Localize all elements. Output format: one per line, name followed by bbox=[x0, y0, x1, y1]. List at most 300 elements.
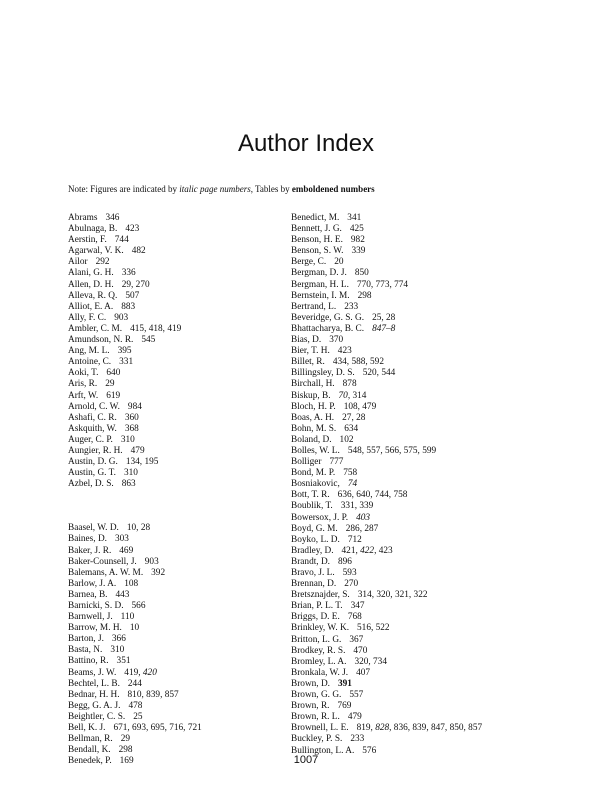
index-entry bbox=[68, 479, 278, 490]
page-refs bbox=[358, 291, 372, 301]
page-ref: 819, bbox=[356, 723, 376, 734]
index-entry bbox=[291, 379, 581, 390]
page-refs bbox=[126, 457, 159, 467]
index-entry bbox=[291, 679, 581, 690]
author-name: Balemans, A. W. M. bbox=[68, 567, 144, 578]
page-refs bbox=[106, 368, 120, 378]
page-refs bbox=[338, 679, 352, 689]
page-refs bbox=[357, 280, 408, 290]
author-name: Bosniakovic, bbox=[291, 479, 340, 490]
page-refs bbox=[348, 446, 436, 456]
index-entry bbox=[291, 368, 581, 379]
index-entry bbox=[68, 546, 278, 557]
index-entry bbox=[68, 335, 278, 346]
author-name: Britton, L. G. bbox=[291, 634, 342, 645]
page-refs bbox=[342, 546, 393, 556]
page-ref: 479 bbox=[130, 445, 145, 456]
author-name: Benson, H. E. bbox=[291, 235, 343, 246]
author-name: Amundson, N. R. bbox=[68, 335, 134, 346]
page-refs bbox=[151, 568, 165, 578]
author-name: Bullington, L. A. bbox=[291, 745, 355, 756]
page-ref: 169 bbox=[119, 756, 134, 767]
index-entry bbox=[68, 645, 278, 656]
page-ref: 903 bbox=[144, 556, 159, 567]
page-ref: 469 bbox=[119, 545, 134, 556]
index-entry bbox=[68, 424, 278, 435]
index-entry bbox=[291, 346, 581, 357]
index-entry bbox=[68, 346, 278, 357]
author-name: Berge, C. bbox=[291, 257, 327, 268]
page-refs bbox=[344, 579, 358, 589]
page-ref: 566 bbox=[131, 601, 146, 611]
author-name: Aris, R. bbox=[68, 379, 98, 390]
page-refs bbox=[350, 734, 364, 744]
page-refs bbox=[121, 435, 135, 445]
page-ref: 314, 320, 321, 322 bbox=[357, 590, 428, 601]
index-entry bbox=[68, 379, 278, 390]
author-name: Barnea, B. bbox=[68, 589, 108, 600]
page-refs bbox=[333, 357, 384, 367]
page-ref: 351 bbox=[116, 656, 131, 667]
page-ref: 108, 479 bbox=[343, 401, 377, 412]
author-name: Bretsznajder, S. bbox=[291, 590, 350, 601]
author-name: Bowersox, J. P. bbox=[291, 512, 349, 523]
index-entry bbox=[68, 257, 278, 268]
index-entry bbox=[68, 734, 278, 745]
author-name: Battino, R. bbox=[68, 656, 109, 667]
figure-page-ref: 420 bbox=[142, 667, 157, 678]
page-ref: 769 bbox=[337, 701, 352, 712]
index-entry bbox=[291, 424, 581, 435]
page-ref: 27, 28 bbox=[342, 412, 366, 423]
page-ref: 479 bbox=[347, 712, 362, 723]
page-ref: 298 bbox=[118, 745, 133, 756]
author-name: Bradley, D. bbox=[291, 545, 334, 556]
page-refs bbox=[343, 468, 357, 478]
author-name: Buckley, P. S. bbox=[291, 734, 343, 745]
page-refs bbox=[341, 501, 374, 511]
page-ref: 593 bbox=[342, 568, 357, 578]
page-refs bbox=[96, 257, 110, 267]
author-name: Basta, N. bbox=[68, 645, 103, 656]
page-refs bbox=[353, 646, 367, 656]
index-entry bbox=[68, 302, 278, 313]
page-ref: 903 bbox=[114, 312, 129, 323]
page-ref: 545 bbox=[141, 335, 156, 346]
page-refs bbox=[121, 302, 135, 312]
index-entry bbox=[291, 723, 581, 734]
page-ref: 470 bbox=[353, 645, 368, 656]
author-name: Bronkala, W. J. bbox=[291, 667, 349, 678]
page-refs bbox=[128, 701, 142, 711]
page-ref: 102 bbox=[339, 434, 354, 445]
index-entry bbox=[68, 357, 278, 368]
index-entry bbox=[68, 391, 278, 402]
index-entry bbox=[291, 479, 581, 490]
page-refs bbox=[128, 690, 179, 700]
page-ref: 482 bbox=[131, 246, 146, 257]
page-ref: 557 bbox=[349, 690, 364, 701]
page-ref: 233 bbox=[350, 734, 365, 745]
index-entry bbox=[291, 257, 581, 268]
page-refs bbox=[115, 534, 129, 544]
page-ref: 671, 693, 695, 716, 721 bbox=[113, 723, 202, 734]
index-entry bbox=[68, 656, 278, 667]
page-ref: 443 bbox=[115, 589, 130, 600]
page-refs bbox=[113, 723, 201, 733]
page-refs bbox=[130, 623, 139, 633]
author-name: Barnicki, S. D. bbox=[68, 601, 124, 611]
index-entry bbox=[291, 579, 581, 590]
index-entry bbox=[68, 213, 278, 224]
index-entry bbox=[68, 690, 278, 701]
index-entry bbox=[68, 224, 278, 235]
author-name: Ang, M. L. bbox=[68, 346, 110, 357]
author-name: Brown, R. bbox=[291, 701, 330, 712]
index-entry bbox=[291, 734, 581, 745]
page-ref: 421, bbox=[341, 545, 361, 556]
page-refs bbox=[354, 657, 387, 667]
page-refs bbox=[348, 479, 357, 489]
page-refs bbox=[119, 546, 133, 556]
page-ref: 341 bbox=[347, 213, 362, 223]
page-ref: 768 bbox=[347, 612, 362, 623]
page-ref: 758 bbox=[343, 468, 358, 479]
index-entry bbox=[68, 712, 278, 723]
page-refs bbox=[130, 324, 181, 334]
page-refs bbox=[356, 513, 370, 523]
page-refs bbox=[133, 712, 142, 722]
page-refs bbox=[118, 346, 132, 356]
page-refs bbox=[344, 424, 358, 434]
page-refs bbox=[122, 479, 136, 489]
page-ref: 286, 287 bbox=[345, 523, 379, 534]
page-ref: 878 bbox=[342, 379, 357, 390]
author-name: Benedict, M. bbox=[291, 213, 340, 223]
page-refs bbox=[339, 391, 367, 401]
index-entry bbox=[291, 402, 581, 413]
author-name: Bohn, M. S. bbox=[291, 423, 337, 434]
author-name: Bias, D. bbox=[291, 335, 322, 346]
page-ref: 336 bbox=[121, 268, 136, 279]
figure-page-ref: 74 bbox=[347, 479, 358, 490]
index-entry bbox=[68, 291, 278, 302]
page-ref: 425 bbox=[349, 224, 364, 235]
author-name: Bell, K. J. bbox=[68, 723, 106, 734]
page-ref: 744 bbox=[114, 235, 129, 246]
index-entry bbox=[291, 568, 581, 579]
author-name: Bendall, K. bbox=[68, 745, 111, 756]
author-name: Bednar, H. H. bbox=[68, 689, 120, 700]
page-refs bbox=[363, 368, 396, 378]
author-name: Ally, F. C. bbox=[68, 312, 107, 323]
page-ref: 310 bbox=[120, 434, 135, 445]
left-column bbox=[68, 213, 278, 767]
note-middle: , Tables by bbox=[250, 184, 292, 194]
index-entry bbox=[291, 623, 581, 634]
page-refs bbox=[145, 557, 159, 567]
index-entry bbox=[68, 634, 278, 645]
page-refs bbox=[334, 257, 343, 267]
index-entry bbox=[291, 457, 581, 468]
author-name: Ambler, C. M. bbox=[68, 323, 123, 334]
page-refs bbox=[372, 313, 395, 323]
page-refs bbox=[357, 723, 483, 733]
author-name: Boyko, L. D. bbox=[291, 534, 340, 545]
page-refs bbox=[124, 579, 138, 589]
page-ref: 298 bbox=[357, 290, 372, 301]
page-refs bbox=[116, 590, 130, 600]
page-refs bbox=[114, 313, 128, 323]
page-refs bbox=[127, 523, 150, 533]
page-refs bbox=[348, 712, 362, 722]
index-entry bbox=[291, 224, 581, 235]
index-entry bbox=[68, 568, 278, 579]
index-entry bbox=[68, 268, 278, 279]
page-ref: 777 bbox=[329, 457, 344, 468]
index-entry bbox=[68, 468, 278, 479]
note-prefix: Note: Figures are indicated by bbox=[68, 184, 180, 194]
author-name: Bhattacharya, B. C. bbox=[291, 323, 365, 334]
author-name: Arnold, C. W. bbox=[68, 401, 120, 412]
author-name: Ashafi, C. R. bbox=[68, 412, 117, 423]
page-ref: 636, 640, 744, 758 bbox=[337, 490, 408, 501]
page-ref: 770, 773, 774 bbox=[356, 279, 409, 290]
page-refs bbox=[346, 524, 379, 534]
page-ref: 984 bbox=[127, 401, 142, 412]
page-ref: 244 bbox=[127, 678, 142, 689]
page-refs bbox=[115, 235, 129, 245]
index-entry bbox=[291, 513, 581, 524]
author-name: Alliot, E. A. bbox=[68, 301, 114, 312]
page-ref: 339 bbox=[351, 246, 366, 257]
author-name: Bertrand, L. bbox=[291, 301, 337, 312]
page-ref: 576 bbox=[362, 745, 377, 756]
page-ref: 619 bbox=[106, 390, 121, 401]
index-entry bbox=[291, 357, 581, 368]
index-entry bbox=[68, 601, 278, 612]
author-name: Begg, G. A. J. bbox=[68, 700, 121, 711]
index-entry bbox=[291, 657, 581, 668]
page-ref: 366 bbox=[111, 634, 126, 645]
page-ref: 982 bbox=[350, 235, 365, 246]
page-title: Author Index bbox=[237, 130, 375, 157]
author-name: Brian, P. L. T. bbox=[291, 601, 343, 612]
page-ref: 419, bbox=[124, 667, 143, 678]
page-ref: 347 bbox=[350, 601, 365, 612]
author-name: Bechtel, L. B. bbox=[68, 678, 120, 689]
author-name: Baker-Counsell, J. bbox=[68, 556, 137, 567]
author-name: Allen, D. H. bbox=[68, 279, 114, 290]
page-refs bbox=[122, 268, 136, 278]
page-ref: 407 bbox=[356, 667, 371, 678]
author-name: Benedek, P. bbox=[68, 756, 112, 767]
page-refs bbox=[131, 446, 145, 456]
author-name: Aerstin, F. bbox=[68, 235, 107, 246]
index-entry bbox=[291, 701, 581, 712]
page-refs bbox=[348, 535, 362, 545]
page-refs bbox=[125, 291, 139, 301]
page-ref: , 314 bbox=[347, 390, 367, 401]
index-group-b bbox=[68, 523, 278, 767]
page-refs bbox=[128, 679, 142, 689]
index-entry bbox=[68, 246, 278, 257]
author-name: Brown, R. L. bbox=[291, 712, 340, 723]
page-ref: 29 bbox=[105, 379, 115, 390]
index-entry bbox=[68, 557, 278, 568]
index-entry bbox=[68, 579, 278, 590]
index-entry bbox=[291, 213, 581, 224]
page-ref: 423 bbox=[125, 224, 140, 235]
page-refs bbox=[358, 590, 428, 600]
page-refs bbox=[344, 402, 377, 412]
page-ref: 395 bbox=[117, 346, 132, 357]
author-name: Baasel, W. D. bbox=[68, 523, 119, 534]
page-refs bbox=[344, 302, 358, 312]
index-entry bbox=[291, 612, 581, 623]
index-entry bbox=[291, 280, 581, 291]
author-name: Brennan, D. bbox=[291, 579, 337, 590]
page-refs bbox=[132, 246, 146, 256]
author-name: Bravo, J. L. bbox=[291, 568, 335, 578]
page-ref: 108 bbox=[124, 578, 139, 589]
author-name: Abrams bbox=[68, 213, 98, 223]
page-ref: 360 bbox=[124, 412, 139, 423]
page-ref: 233 bbox=[344, 301, 359, 312]
author-name: Birchall, H. bbox=[291, 379, 335, 390]
page-refs bbox=[121, 734, 130, 744]
page-refs bbox=[351, 246, 365, 256]
page-refs bbox=[342, 413, 365, 423]
author-name: Baker, J. R. bbox=[68, 545, 112, 556]
index-entry bbox=[291, 712, 581, 723]
page-ref: 634 bbox=[344, 423, 359, 434]
author-name: Briggs, D. E. bbox=[291, 612, 340, 623]
page-refs bbox=[357, 623, 390, 633]
index-entry bbox=[68, 446, 278, 457]
page-refs bbox=[347, 213, 361, 223]
page-refs bbox=[338, 557, 352, 567]
page-ref: 896 bbox=[338, 556, 352, 567]
page-ref: 346 bbox=[105, 213, 120, 223]
page-refs bbox=[122, 280, 150, 290]
page-ref: 368 bbox=[124, 423, 139, 434]
index-entry bbox=[68, 457, 278, 468]
index-entry bbox=[291, 446, 581, 457]
author-name: Bott, T. R. bbox=[291, 490, 330, 501]
author-name: Bellman, R. bbox=[68, 734, 113, 745]
page-ref: 883 bbox=[121, 301, 136, 312]
author-name: Bergman, D. J. bbox=[291, 268, 347, 279]
page-ref: 29, 270 bbox=[121, 279, 150, 290]
page-refs bbox=[372, 324, 395, 334]
index-entry bbox=[291, 235, 581, 246]
page-ref: 10, 28 bbox=[126, 523, 151, 534]
author-name: Beightler, C. S. bbox=[68, 711, 126, 722]
index-entry bbox=[68, 701, 278, 712]
index-entry bbox=[291, 490, 581, 501]
page-refs bbox=[125, 224, 139, 234]
author-name: Alani, G. H. bbox=[68, 268, 114, 279]
page-ref: 423 bbox=[337, 346, 352, 357]
index-entry bbox=[291, 291, 581, 302]
index-entry bbox=[68, 324, 278, 335]
index-entry bbox=[291, 391, 581, 402]
page-ref: 640 bbox=[106, 368, 121, 379]
page-refs bbox=[124, 468, 138, 478]
author-name: Austin, D. G. bbox=[68, 457, 118, 468]
author-name: Brodkey, R. S. bbox=[291, 645, 346, 656]
page-refs bbox=[337, 701, 351, 711]
index-entry bbox=[68, 280, 278, 291]
index-entry bbox=[291, 335, 581, 346]
page-ref: 25, 28 bbox=[372, 312, 396, 323]
index-entry bbox=[68, 235, 278, 246]
page-refs bbox=[356, 668, 370, 678]
index-entry bbox=[291, 601, 581, 612]
index-entry bbox=[291, 302, 581, 313]
author-name: Antoine, C. bbox=[68, 357, 112, 368]
index-entry bbox=[291, 246, 581, 257]
author-name: Boland, D. bbox=[291, 434, 332, 445]
note-italic: italic page numbers bbox=[179, 184, 251, 194]
page-refs bbox=[329, 457, 343, 467]
page-ref: , 836, 839, 847, 850, 857 bbox=[389, 723, 483, 734]
author-name: Beams, J. W. bbox=[68, 667, 117, 678]
table-page-ref: 391 bbox=[338, 678, 352, 689]
index-entry bbox=[291, 524, 581, 535]
note-bold: emboldened numbers bbox=[291, 184, 375, 194]
index-entry bbox=[68, 590, 278, 601]
index-entry bbox=[68, 523, 278, 534]
author-name: Agarwal, V. K. bbox=[68, 246, 124, 257]
index-entry bbox=[291, 646, 581, 657]
author-name: Bolles, W. L. bbox=[291, 445, 340, 456]
index-entry bbox=[68, 623, 278, 634]
author-name: Barton, J. bbox=[68, 634, 104, 645]
page-ref: 320, 734 bbox=[354, 656, 387, 667]
page-ref: 548, 557, 566, 575, 599 bbox=[347, 445, 437, 456]
author-name: Barlow, J. A. bbox=[68, 578, 117, 589]
index-entry bbox=[291, 468, 581, 479]
author-name: Bolliger bbox=[291, 457, 322, 468]
figure-page-ref: 828 bbox=[375, 723, 390, 734]
author-name: Biskup, B. bbox=[291, 390, 331, 401]
page-refs bbox=[125, 424, 139, 434]
author-name: Baines, D. bbox=[68, 534, 107, 545]
index-entry bbox=[68, 368, 278, 379]
page-ref: 292 bbox=[95, 257, 110, 268]
index-entry bbox=[291, 635, 581, 646]
page-ref: 25 bbox=[133, 711, 143, 722]
page-refs bbox=[348, 612, 362, 622]
index-entry bbox=[291, 501, 581, 512]
page-ref: 331, 339 bbox=[340, 501, 374, 512]
index-entry bbox=[291, 535, 581, 546]
author-name: Boublik, T. bbox=[291, 501, 333, 512]
page-ref: 370 bbox=[329, 335, 344, 346]
author-name: Bennett, J. G. bbox=[291, 224, 342, 235]
page-ref: 310 bbox=[123, 468, 138, 479]
figure-page-ref: 847–8 bbox=[372, 323, 396, 334]
page-refs bbox=[112, 634, 126, 644]
index-group-right bbox=[291, 213, 581, 757]
page-refs bbox=[119, 357, 133, 367]
figure-page-ref: 403 bbox=[356, 512, 371, 523]
page-ref: 110 bbox=[120, 612, 135, 623]
author-name: Billingsley, D. S. bbox=[291, 368, 355, 379]
author-name: Boas, A. H. bbox=[291, 412, 335, 423]
